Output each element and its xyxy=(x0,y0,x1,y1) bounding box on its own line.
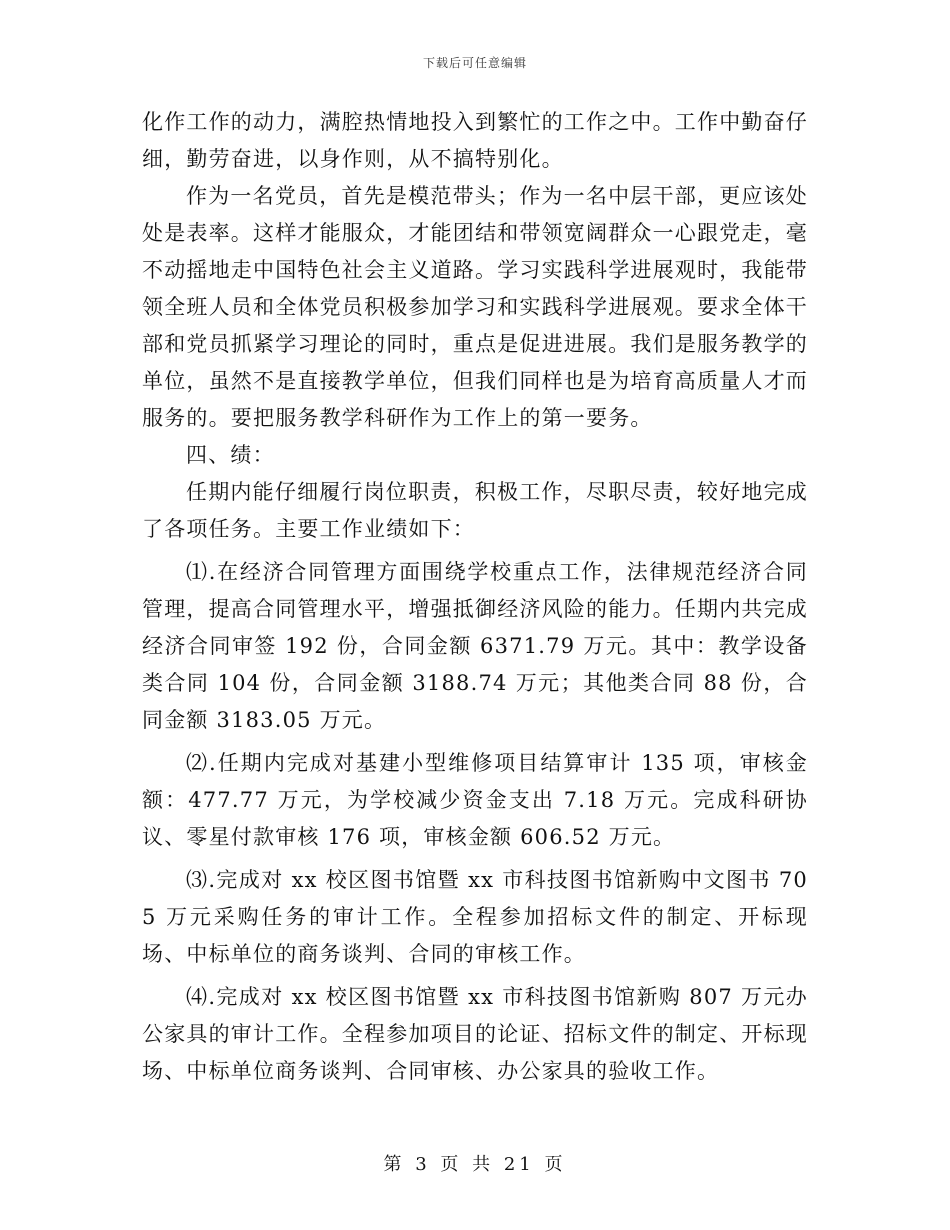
header-note: 下载后可任意编辑 xyxy=(422,56,527,70)
paragraph-continuation: 化作工作的动力，满腔热情地投入到繁忙的工作之中。工作中勤奋仔细，勤劳奋进，以身作则，从不搞特别化。 xyxy=(142,110,808,171)
paragraph-achievements-intro: 任期内能仔细履行岗位职责，积极工作，尽职尽责，较好地完成了各项任务。主要工作业绩如下： xyxy=(142,480,808,541)
list-item-contract-management: ⑴.在经济合同管理方面围绕学校重点工作，法律规范经济合同管理，提高合同管理水平，增强抵御经济风险的能力。任期内共完成经济合同审签 192 份，合同金额 6371.79 万元。其中：教学设备类合同 104 份，合同金额 3188.74 万元；其他类合同 88 份，合同金额 3183.05 万元。 xyxy=(142,560,808,732)
section-heading-achievements: 四、绩： xyxy=(186,443,275,467)
document-body xyxy=(142,104,808,1090)
list-item-maintenance-audit: ⑵.任期内完成对基建小型维修项目结算审计 135 项，审核金额：477.77 万元，为学校减少资金支出 7.18 万元。完成科研协议、零星付款审核 176 项，审核金额 606.52 万元。 xyxy=(142,751,808,849)
list-item-book-procurement-audit: ⑶.完成对 xx 校区图书馆暨 xx 市科技图书馆新购中文图书 705 万元采购任务的审计工作。全程参加招标文件的制定、开标现场、中标单位的商务谈判、合同的审核工作。 xyxy=(142,868,808,966)
paragraph-party-member: 作为一名党员，首先是模范带头；作为一名中层干部，更应该处处是表率。这样才能服众，才能团结和带领宽阔群众一心跟党走，毫不动摇地走中国特色社会主义道路。学习实践科学进展观时，我能带领全班人员和全体党员积极参加学习和实践科学进展观。要求全体干部和党员抓紧学习理论的同时，重点是促进进展。我们是服务教学的单位，虽然不是直接教学单位，但我们同样也是为培育高质量人才而服务的。要把服务教学科研作为工作上的第一要务。 xyxy=(142,184,808,430)
list-item-furniture-audit: ⑷.完成对 xx 校区图书馆暨 xx 市科技图书馆新购 807 万元办公家具的审计工作。全程参加项目的论证、招标文件的制定、开标现场、中标单位商务谈判、合同审核、办公家具的验收工作。 xyxy=(142,985,808,1083)
page-number-footer: 第 3 页 共 21 页 xyxy=(383,1154,567,1175)
